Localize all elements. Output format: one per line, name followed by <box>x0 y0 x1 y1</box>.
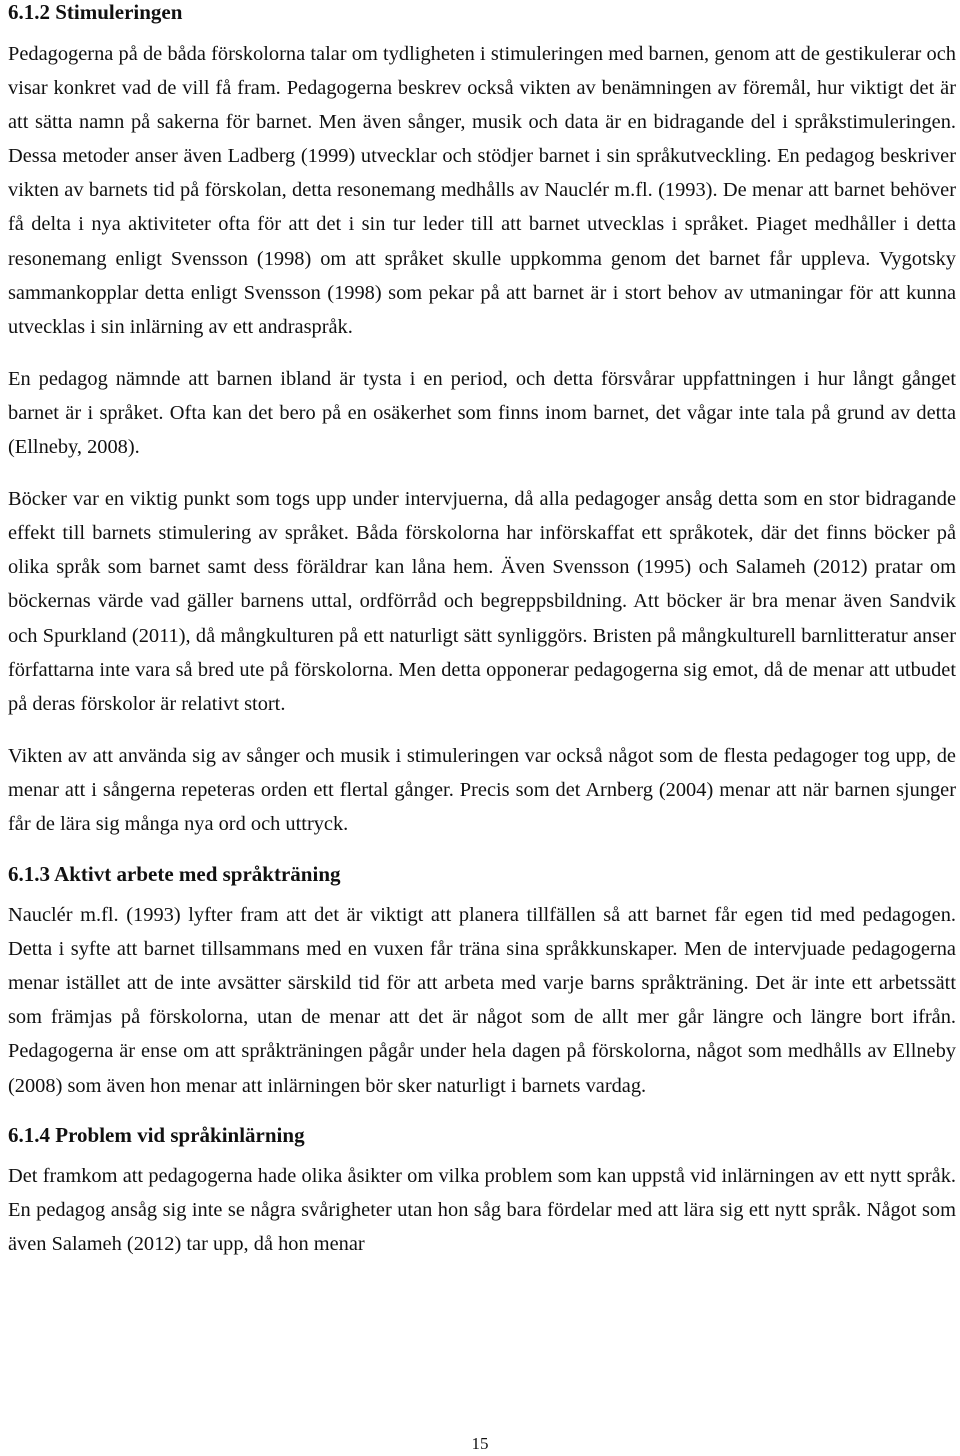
paragraph: En pedagog nämnde att barnen ibland är tysta i en period, och detta försvårar uppfattningen i hur långt gånget barnet är i språket. Ofta kan det bero på en osäkerhet som finns inom barnet, det vågar inte tala på grund av detta (Ellneby, 2008). <box>8 367 956 459</box>
document-page <box>8 0 956 1261</box>
paragraph: Vikten av att använda sig av sånger och musik i stimuleringen var också något som de flesta pedagoger tog upp, de menar att i sångerna repeteras orden ett flertal gånger. Precis som det Arnberg (2004) menar att när barnen sjunger får de lära sig många nya ord och uttryck. <box>8 744 956 835</box>
section-heading-problem: 6.1.4 Problem vid språkinlärning <box>8 1122 305 1147</box>
paragraph: Böcker var en viktig punkt som togs upp under intervjuerna, då alla pedagoger ansåg detta som en stor bidragande effekt till barnets stimulering av språket. Båda förskolorna har införskaffat ett språkotek, där det finns böcker på olika språk som barnet samt dess föräldrar kan låna hem. Även Svensson (1995) och Salameh (2012) pratar om böckernas värde vad gäller barnens uttal, ordförråd och begreppsbildning. Att böcker är bra menar även Sandvik och Spurkland (2011), då mångkulturen på ett naturligt sätt synliggörs. Bristen på mångkulturell barnlitteratur anser författarna inte vara så bred ute på förskolorna. Men detta opponerar pedagogerna sig emot, då de menar att utbudet på deras förskolor är relativt stort. <box>8 488 956 715</box>
paragraph: Nauclér m.fl. (1993) lyfter fram att det är viktigt att planera tillfällen så att barnet får egen tid med pedagogen. Detta i syfte att barnet tillsammans med en vuxen får träna sina språkkunskaper. Men de intervjuade pedagogerna menar istället att de inte avsätter särskild tid för att arbeta med varje barns språkträning. Det är inte ett arbetssätt som främjas på förskolorna, utan de menar att det är något som de allt mer går längre och längre bort ifrån. Pedagogerna är ense om att språkträningen pågår under hela dagen på förskolorna, något som medhålls av Ellneby (2008) som även hon menar att inlärningen bör sker naturligt i barnets vardag. <box>8 904 956 1097</box>
paragraph: Pedagogerna på de båda förskolorna talar om tydligheten i stimuleringen med barnen, genom att de gestikulerar och visar konkret vad de vill få fram. Pedagogerna beskrev också vikten av benämningen av föremål, hur viktigt det är att sätta namn på sakerna för barnet. Men även sånger, musik och data är en bidragande del i språkstimuleringen. Dessa metoder anser även Ladberg (1999) utvecklar och stödjer barnet i sin språkutveckling. En pedagog beskriver vikten av barnets tid på förskolan, detta resonemang medhålls av Nauclér m.fl. (1993). De menar att barnet behöver få delta i nya aktiviteter ofta för att det i sin tur leder till att barnet utvecklas i språket. Piaget medhåller i detta resonemang enligt Svensson (1998) om att språket skulle uppkomma genom det barnet får uppleva. Vygotsky sammankopplar detta enligt Svensson (1998) som pekar på att barnet är i stort behov av utmaningar för att kunna utvecklas i sin inlärning av ett andraspråk. <box>8 43 956 338</box>
paragraph: Det framkom att pedagogerna hade olika åsikter om vilka problem som kan uppstå vid inlärningen av ett nytt språk. En pedagog ansåg sig inte se några svårigheter utan hon såg bara fördelar med att lära sig ett nytt språk. Något som även Salameh (2012) tar upp, då hon menar <box>8 1164 956 1255</box>
page-number: 15 <box>471 1434 489 1453</box>
section-heading-stimuleringen: 6.1.2 Stimuleringen <box>8 0 183 24</box>
section-heading-aktivt-arbete: 6.1.3 Aktivt arbete med språkträning <box>8 862 341 887</box>
